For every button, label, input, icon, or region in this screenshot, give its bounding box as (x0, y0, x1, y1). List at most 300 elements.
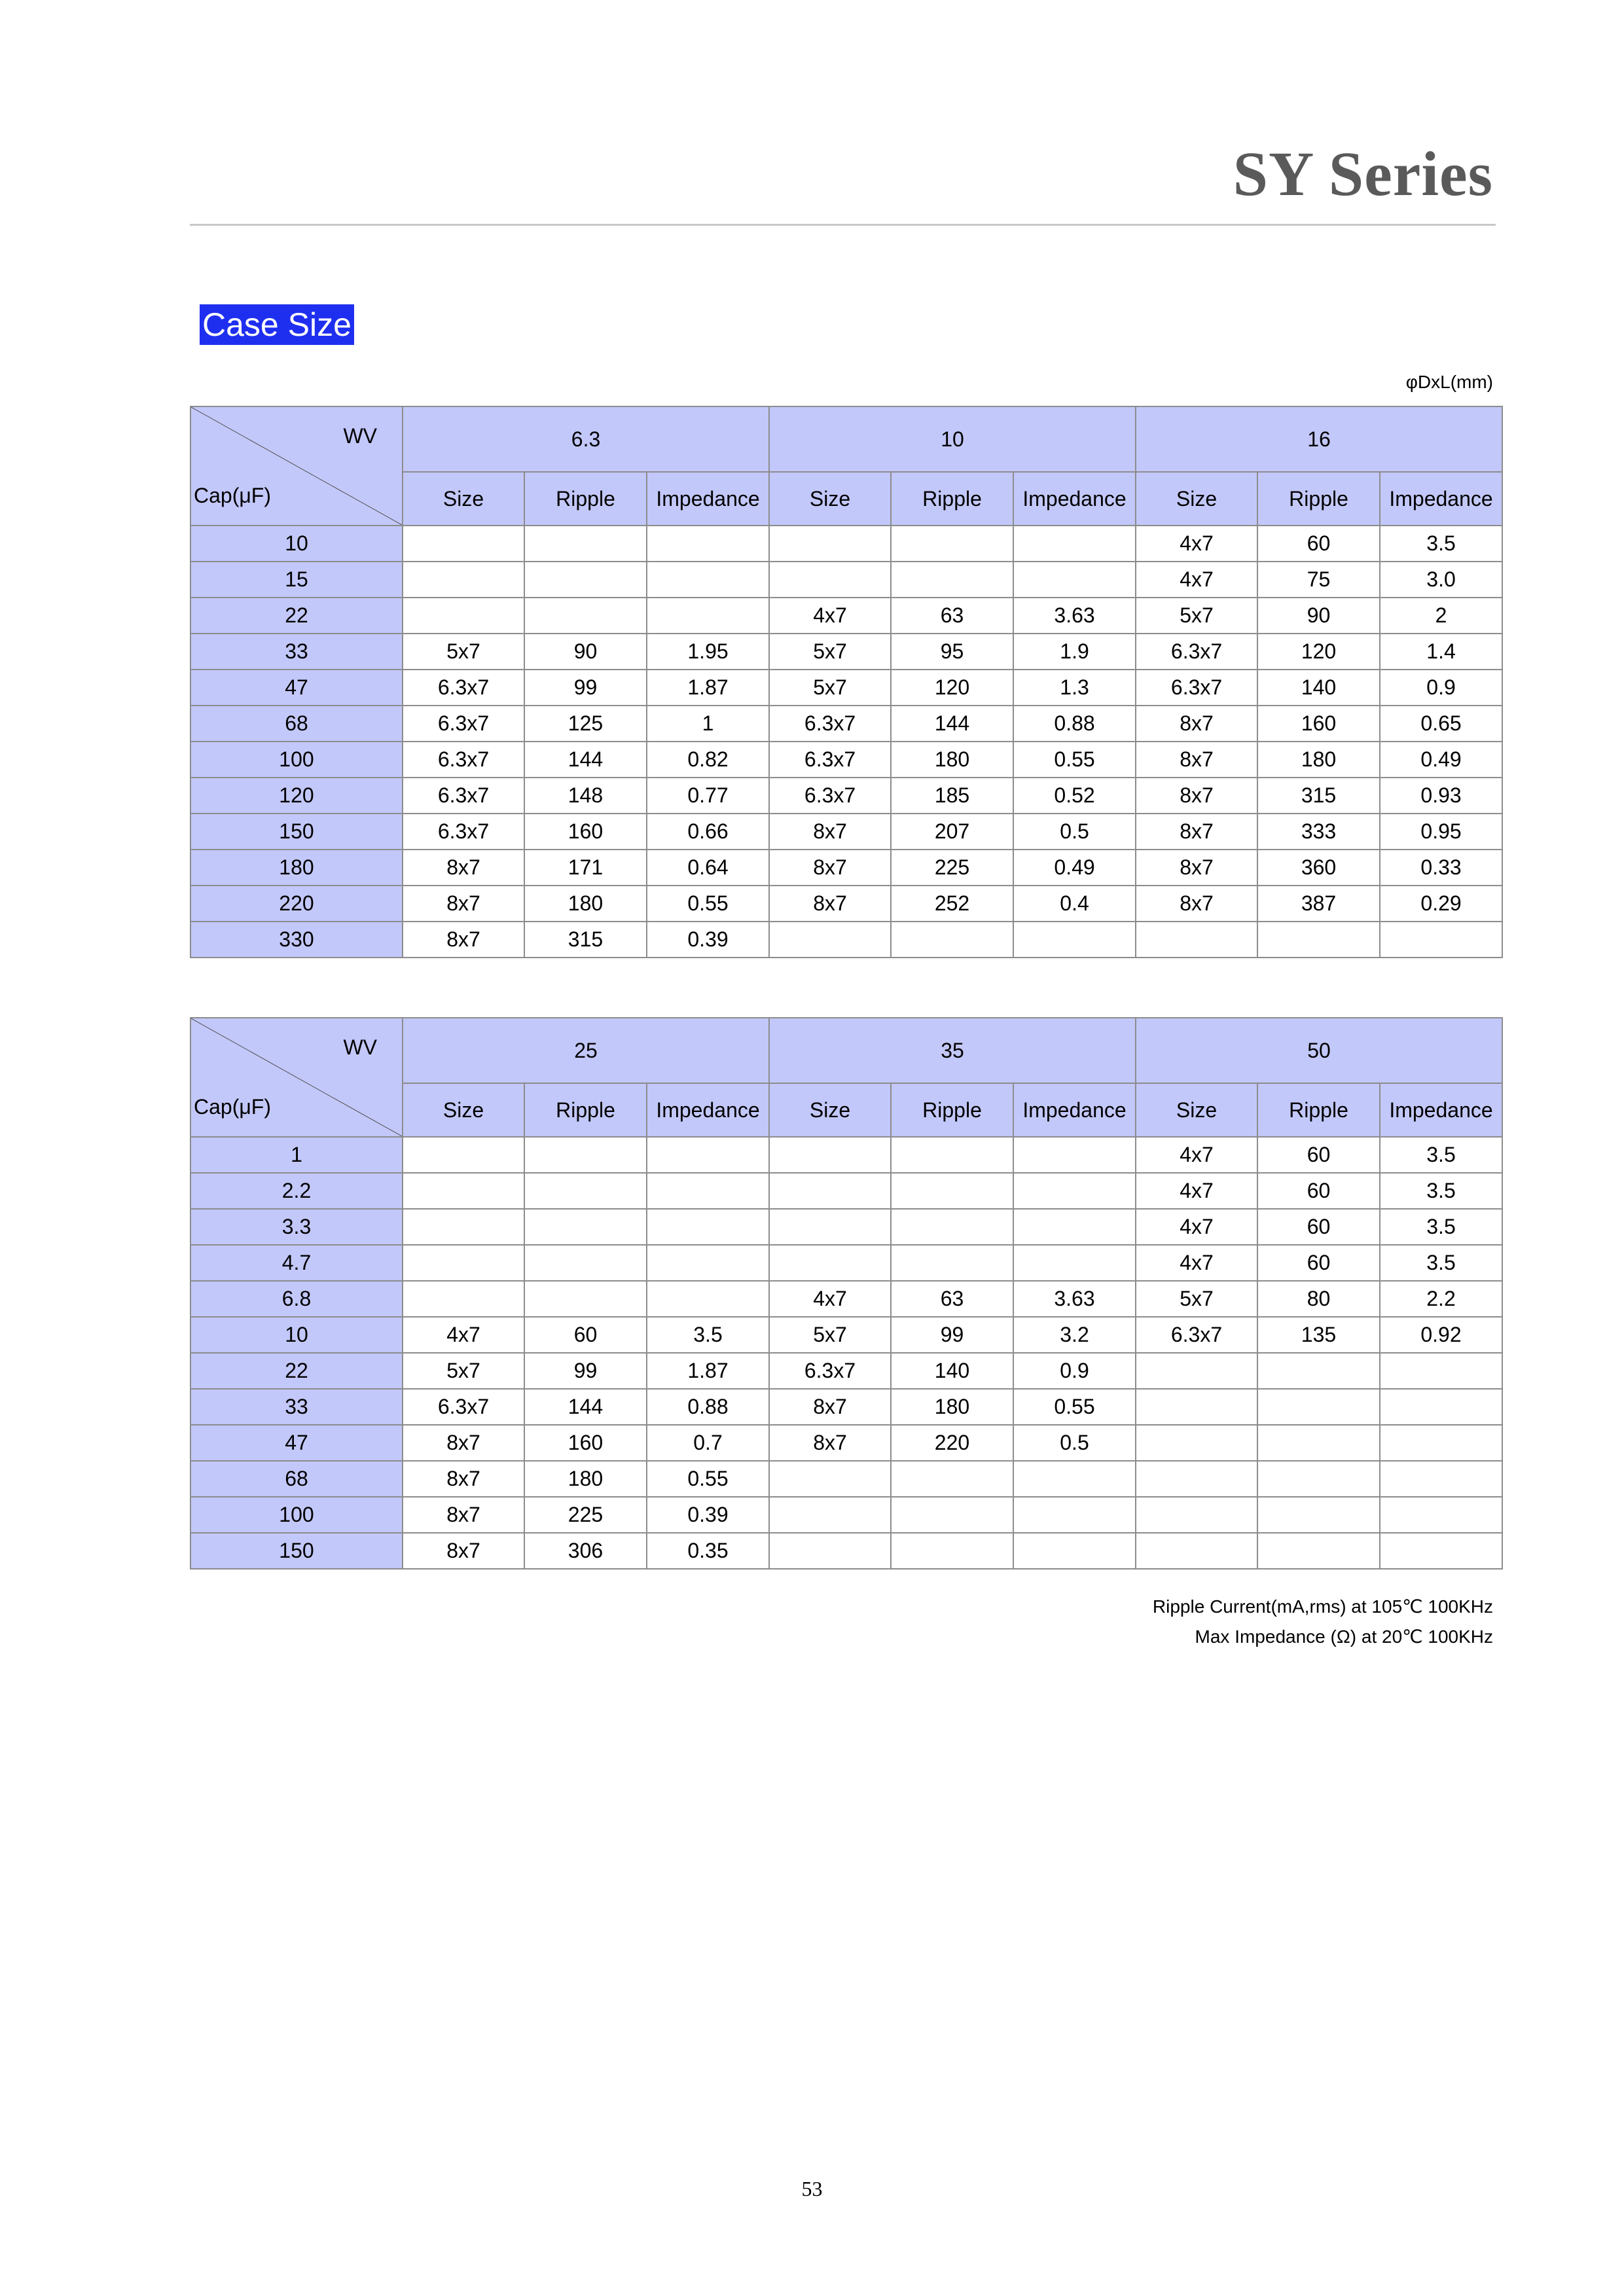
impedance-cell: 0.39 (647, 1497, 769, 1533)
size-header: Size (403, 472, 524, 526)
ripple-cell (891, 1533, 1013, 1569)
cap-value-cell: 150 (190, 814, 403, 850)
impedance-cell: 0.55 (647, 886, 769, 922)
ripple-cell: 144 (891, 706, 1013, 742)
table-row (190, 1389, 1502, 1425)
ripple-cell (524, 1209, 647, 1245)
size-cell: 6.3x7 (403, 742, 524, 778)
impedance-cell: 1.87 (647, 670, 769, 706)
size-cell (769, 922, 891, 958)
impedance-cell: 0.5 (1013, 1425, 1136, 1461)
ripple-cell: 120 (1257, 634, 1380, 670)
size-cell: 6.3x7 (403, 706, 524, 742)
impedance-cell: 0.95 (1380, 814, 1502, 850)
size-cell: 4x7 (1136, 1245, 1257, 1281)
size-cell: 6.3x7 (1136, 670, 1257, 706)
impedance-header: Impedance (1380, 472, 1502, 526)
ripple-cell: 60 (1257, 1209, 1380, 1245)
ripple-cell: 120 (891, 670, 1013, 706)
voltage-header: 6.3 (403, 406, 769, 472)
size-cell: 8x7 (769, 886, 891, 922)
ripple-cell (891, 1137, 1013, 1173)
ripple-cell: 333 (1257, 814, 1380, 850)
size-cell (403, 1173, 524, 1209)
series-title: SY Series (1233, 139, 1493, 209)
impedance-cell (647, 1209, 769, 1245)
ripple-cell: 225 (891, 850, 1013, 886)
impedance-cell (647, 1173, 769, 1209)
impedance-cell: 3.5 (1380, 1137, 1502, 1173)
size-cell (769, 1497, 891, 1533)
cap-value-cell: 22 (190, 598, 403, 634)
ripple-cell: 180 (891, 742, 1013, 778)
impedance-cell: 2 (1380, 598, 1502, 634)
size-header: Size (1136, 1083, 1257, 1137)
impedance-cell: 1.4 (1380, 634, 1502, 670)
impedance-cell: 0.66 (647, 814, 769, 850)
size-header: Size (769, 1083, 891, 1137)
size-cell: 8x7 (769, 1425, 891, 1461)
ripple-cell (524, 562, 647, 598)
size-cell: 8x7 (1136, 706, 1257, 742)
ripple-cell: 360 (1257, 850, 1380, 886)
ripple-header: Ripple (1257, 1083, 1380, 1137)
size-cell (403, 1137, 524, 1173)
size-cell: 4x7 (769, 598, 891, 634)
size-cell: 5x7 (769, 670, 891, 706)
ripple-cell: 99 (891, 1317, 1013, 1353)
size-cell: 8x7 (769, 814, 891, 850)
ripple-cell (524, 1281, 647, 1317)
impedance-cell (1013, 1209, 1136, 1245)
table-row (190, 1497, 1502, 1533)
size-cell: 8x7 (403, 886, 524, 922)
impedance-cell: 2.2 (1380, 1281, 1502, 1317)
ripple-cell (891, 526, 1013, 562)
ripple-note: Ripple Current(mA,rms) at 105℃ 100KHz (1152, 1596, 1493, 1617)
size-cell: 8x7 (403, 1461, 524, 1497)
ripple-cell (1257, 1533, 1380, 1569)
impedance-cell: 0.9 (1380, 670, 1502, 706)
cap-value-cell: 3.3 (190, 1209, 403, 1245)
impedance-cell: 0.49 (1380, 742, 1502, 778)
impedance-cell: 0.35 (647, 1533, 769, 1569)
table-row (190, 1209, 1502, 1245)
impedance-cell: 0.64 (647, 850, 769, 886)
ripple-cell: 160 (1257, 706, 1380, 742)
cap-value-cell: 180 (190, 850, 403, 886)
size-cell (769, 1209, 891, 1245)
size-cell: 5x7 (769, 634, 891, 670)
ripple-cell (1257, 922, 1380, 958)
ripple-cell: 95 (891, 634, 1013, 670)
ripple-cell (524, 1245, 647, 1281)
table-row (190, 670, 1502, 706)
size-cell (403, 562, 524, 598)
size-cell: 8x7 (769, 1389, 891, 1425)
impedance-cell (1013, 562, 1136, 598)
cap-value-cell: 330 (190, 922, 403, 958)
size-cell (403, 1245, 524, 1281)
impedance-cell: 3.63 (1013, 598, 1136, 634)
ripple-cell: 180 (891, 1389, 1013, 1425)
size-cell (769, 526, 891, 562)
size-cell: 6.3x7 (403, 670, 524, 706)
size-cell (403, 1209, 524, 1245)
header-corner-cell (190, 1018, 403, 1137)
ripple-cell (1257, 1497, 1380, 1533)
ripple-header: Ripple (524, 1083, 647, 1137)
size-cell: 8x7 (1136, 886, 1257, 922)
table-row (190, 1173, 1502, 1209)
size-cell (1136, 922, 1257, 958)
table-row (190, 526, 1502, 562)
ripple-cell: 180 (524, 886, 647, 922)
size-cell: 4x7 (1136, 1137, 1257, 1173)
impedance-cell: 0.4 (1013, 886, 1136, 922)
ripple-cell: 306 (524, 1533, 647, 1569)
ripple-cell: 148 (524, 778, 647, 814)
size-cell (769, 1533, 891, 1569)
cap-value-cell: 150 (190, 1533, 403, 1569)
header-corner-cell (190, 406, 403, 526)
impedance-cell: 1.3 (1013, 670, 1136, 706)
impedance-cell (1380, 1533, 1502, 1569)
ripple-cell: 60 (1257, 1173, 1380, 1209)
impedance-cell: 3.5 (1380, 1245, 1502, 1281)
impedance-cell: 0.55 (647, 1461, 769, 1497)
size-cell: 6.3x7 (1136, 634, 1257, 670)
page-number: 53 (801, 2177, 823, 2200)
impedance-cell: 3.5 (1380, 526, 1502, 562)
impedance-cell (1380, 922, 1502, 958)
cap-value-cell: 10 (190, 526, 403, 562)
ripple-cell (1257, 1389, 1380, 1425)
table-row (190, 850, 1502, 886)
impedance-header: Impedance (1013, 1083, 1136, 1137)
size-cell: 8x7 (1136, 814, 1257, 850)
impedance-cell: 0.49 (1013, 850, 1136, 886)
impedance-cell (1380, 1353, 1502, 1389)
ripple-cell (1257, 1425, 1380, 1461)
size-cell: 8x7 (403, 1425, 524, 1461)
size-cell: 6.3x7 (1136, 1317, 1257, 1353)
impedance-cell: 0.9 (1013, 1353, 1136, 1389)
size-cell: 4x7 (1136, 1173, 1257, 1209)
impedance-cell: 3.5 (647, 1317, 769, 1353)
ripple-cell: 63 (891, 1281, 1013, 1317)
impedance-cell: 3.5 (1380, 1173, 1502, 1209)
size-cell: 5x7 (769, 1317, 891, 1353)
ripple-cell: 140 (1257, 670, 1380, 706)
size-cell: 4x7 (769, 1281, 891, 1317)
impedance-header: Impedance (647, 472, 769, 526)
table-row (190, 742, 1502, 778)
footnotes (1153, 1592, 1493, 1652)
cap-value-cell: 100 (190, 742, 403, 778)
ripple-cell (891, 562, 1013, 598)
size-cell: 6.3x7 (403, 1389, 524, 1425)
cap-value-cell: 15 (190, 562, 403, 598)
size-cell: 6.3x7 (769, 778, 891, 814)
ripple-cell: 387 (1257, 886, 1380, 922)
size-header: Size (769, 472, 891, 526)
impedance-cell: 0.92 (1380, 1317, 1502, 1353)
size-cell: 8x7 (769, 850, 891, 886)
size-cell: 8x7 (1136, 850, 1257, 886)
unit-note: φDxL(mm) (1405, 372, 1493, 392)
size-cell: 6.3x7 (403, 814, 524, 850)
ripple-cell: 125 (524, 706, 647, 742)
impedance-cell (1380, 1389, 1502, 1425)
cap-value-cell: 10 (190, 1317, 403, 1353)
size-cell: 6.3x7 (769, 742, 891, 778)
ripple-cell: 140 (891, 1353, 1013, 1389)
size-cell (769, 1245, 891, 1281)
impedance-cell: 0.5 (1013, 814, 1136, 850)
size-cell: 8x7 (403, 1533, 524, 1569)
impedance-note: Max Impedance (Ω) at 20℃ 100KHz (1195, 1626, 1493, 1647)
cap-value-cell: 33 (190, 634, 403, 670)
impedance-cell (647, 562, 769, 598)
impedance-cell (1013, 1245, 1136, 1281)
ripple-cell: 225 (524, 1497, 647, 1533)
table-row (190, 562, 1502, 598)
table-body (190, 1137, 1502, 1569)
impedance-cell (647, 1281, 769, 1317)
ripple-cell: 90 (524, 634, 647, 670)
ripple-cell (524, 526, 647, 562)
impedance-cell (1380, 1425, 1502, 1461)
ripple-cell (891, 1497, 1013, 1533)
impedance-cell: 0.65 (1380, 706, 1502, 742)
ripple-header: Ripple (1257, 472, 1380, 526)
ripple-cell: 207 (891, 814, 1013, 850)
impedance-cell: 3.0 (1380, 562, 1502, 598)
table-body (190, 526, 1502, 958)
impedance-cell: 0.77 (647, 778, 769, 814)
ripple-cell (1257, 1353, 1380, 1389)
impedance-cell: 0.55 (1013, 1389, 1136, 1425)
cap-value-cell: 120 (190, 778, 403, 814)
cap-value-cell: 2.2 (190, 1173, 403, 1209)
voltage-header: 10 (769, 406, 1136, 472)
table-row (190, 1137, 1502, 1173)
voltage-header: 16 (1136, 406, 1502, 472)
impedance-cell: 3.63 (1013, 1281, 1136, 1317)
cap-label: Cap(μF) (194, 1095, 271, 1119)
size-cell: 8x7 (1136, 742, 1257, 778)
cap-value-cell: 6.8 (190, 1281, 403, 1317)
size-cell: 5x7 (403, 634, 524, 670)
impedance-header: Impedance (1380, 1083, 1502, 1137)
impedance-header: Impedance (647, 1083, 769, 1137)
cap-value-cell: 68 (190, 1461, 403, 1497)
size-cell: 5x7 (1136, 598, 1257, 634)
cap-value-cell: 47 (190, 1425, 403, 1461)
ripple-cell (524, 1137, 647, 1173)
cap-value-cell: 100 (190, 1497, 403, 1533)
header-divider (190, 224, 1496, 226)
wv-label: WV (343, 1035, 377, 1059)
ripple-cell: 90 (1257, 598, 1380, 634)
voltage-header: 25 (403, 1018, 769, 1083)
ripple-cell: 180 (524, 1461, 647, 1497)
size-cell: 4x7 (1136, 1209, 1257, 1245)
table-row (190, 1245, 1502, 1281)
ripple-cell (891, 1245, 1013, 1281)
ripple-cell: 60 (524, 1317, 647, 1353)
ripple-cell: 220 (891, 1425, 1013, 1461)
table-row (190, 706, 1502, 742)
impedance-cell (1013, 922, 1136, 958)
ripple-header: Ripple (891, 472, 1013, 526)
size-cell (403, 598, 524, 634)
ripple-cell (891, 922, 1013, 958)
size-cell: 8x7 (403, 850, 524, 886)
table-row (190, 922, 1502, 958)
size-cell (1136, 1353, 1257, 1389)
impedance-cell (647, 526, 769, 562)
cap-value-cell: 47 (190, 670, 403, 706)
table-row (190, 598, 1502, 634)
impedance-cell (1013, 526, 1136, 562)
ripple-cell: 99 (524, 1353, 647, 1389)
size-cell: 8x7 (403, 1497, 524, 1533)
ripple-cell: 75 (1257, 562, 1380, 598)
size-cell: 4x7 (1136, 526, 1257, 562)
ripple-cell: 315 (524, 922, 647, 958)
size-cell: 6.3x7 (403, 778, 524, 814)
size-cell: 8x7 (403, 922, 524, 958)
size-cell: 5x7 (1136, 1281, 1257, 1317)
size-cell (1136, 1497, 1257, 1533)
case-size-table (190, 1017, 1503, 1570)
size-header: Size (1136, 472, 1257, 526)
size-cell (1136, 1425, 1257, 1461)
ripple-cell: 171 (524, 850, 647, 886)
impedance-cell: 0.29 (1380, 886, 1502, 922)
impedance-cell (1013, 1461, 1136, 1497)
size-cell (769, 562, 891, 598)
impedance-cell (647, 1245, 769, 1281)
impedance-cell: 0.33 (1380, 850, 1502, 886)
impedance-cell (1380, 1497, 1502, 1533)
cap-value-cell: 68 (190, 706, 403, 742)
ripple-cell (891, 1173, 1013, 1209)
ripple-cell: 180 (1257, 742, 1380, 778)
ripple-cell: 160 (524, 814, 647, 850)
ripple-header: Ripple (524, 472, 647, 526)
ripple-cell: 144 (524, 1389, 647, 1425)
voltage-header: 35 (769, 1018, 1136, 1083)
table-row (190, 886, 1502, 922)
ripple-cell: 63 (891, 598, 1013, 634)
ripple-cell: 60 (1257, 526, 1380, 562)
impedance-cell: 0.82 (647, 742, 769, 778)
cap-value-cell: 22 (190, 1353, 403, 1389)
impedance-cell (1013, 1497, 1136, 1533)
size-cell (1136, 1461, 1257, 1497)
table-row (190, 1317, 1502, 1353)
ripple-cell: 80 (1257, 1281, 1380, 1317)
size-cell: 4x7 (1136, 562, 1257, 598)
ripple-cell: 252 (891, 886, 1013, 922)
impedance-cell: 1 (647, 706, 769, 742)
impedance-cell: 1.9 (1013, 634, 1136, 670)
table-row (190, 1353, 1502, 1389)
size-cell: 4x7 (403, 1317, 524, 1353)
impedance-cell: 0.88 (647, 1389, 769, 1425)
cap-value-cell: 4.7 (190, 1245, 403, 1281)
size-cell (403, 526, 524, 562)
ripple-cell: 144 (524, 742, 647, 778)
cap-value-cell: 33 (190, 1389, 403, 1425)
impedance-cell (1013, 1137, 1136, 1173)
size-cell: 8x7 (1136, 778, 1257, 814)
impedance-cell: 0.7 (647, 1425, 769, 1461)
cap-label: Cap(μF) (194, 484, 271, 507)
section-label: Case Size (200, 304, 354, 345)
size-cell: 6.3x7 (769, 1353, 891, 1389)
ripple-cell: 160 (524, 1425, 647, 1461)
ripple-cell (891, 1209, 1013, 1245)
impedance-cell (1013, 1173, 1136, 1209)
impedance-cell (647, 598, 769, 634)
table-row (190, 1425, 1502, 1461)
table-row (190, 1281, 1502, 1317)
impedance-cell: 1.95 (647, 634, 769, 670)
ripple-cell (524, 1173, 647, 1209)
size-cell (769, 1173, 891, 1209)
cap-value-cell: 220 (190, 886, 403, 922)
ripple-header: Ripple (891, 1083, 1013, 1137)
impedance-cell: 0.88 (1013, 706, 1136, 742)
impedance-cell: 1.87 (647, 1353, 769, 1389)
table-row (190, 814, 1502, 850)
size-cell (1136, 1389, 1257, 1425)
size-cell: 6.3x7 (769, 706, 891, 742)
ripple-cell: 99 (524, 670, 647, 706)
impedance-header: Impedance (1013, 472, 1136, 526)
wv-label: WV (343, 424, 377, 448)
impedance-cell: 3.2 (1013, 1317, 1136, 1353)
ripple-cell (891, 1461, 1013, 1497)
table-row (190, 778, 1502, 814)
impedance-cell: 0.52 (1013, 778, 1136, 814)
impedance-cell (1013, 1533, 1136, 1569)
size-header: Size (403, 1083, 524, 1137)
table-row (190, 1461, 1502, 1497)
size-cell (1136, 1533, 1257, 1569)
ripple-cell (524, 598, 647, 634)
ripple-cell: 60 (1257, 1245, 1380, 1281)
size-cell (403, 1281, 524, 1317)
impedance-cell: 0.39 (647, 922, 769, 958)
impedance-cell (647, 1137, 769, 1173)
size-cell (769, 1461, 891, 1497)
case-size-table (190, 406, 1503, 958)
impedance-cell (1380, 1461, 1502, 1497)
voltage-header: 50 (1136, 1018, 1502, 1083)
ripple-cell: 315 (1257, 778, 1380, 814)
cap-value-cell: 1 (190, 1137, 403, 1173)
size-cell: 5x7 (403, 1353, 524, 1389)
impedance-cell: 3.5 (1380, 1209, 1502, 1245)
impedance-cell: 0.93 (1380, 778, 1502, 814)
size-cell (769, 1137, 891, 1173)
table-row (190, 1533, 1502, 1569)
